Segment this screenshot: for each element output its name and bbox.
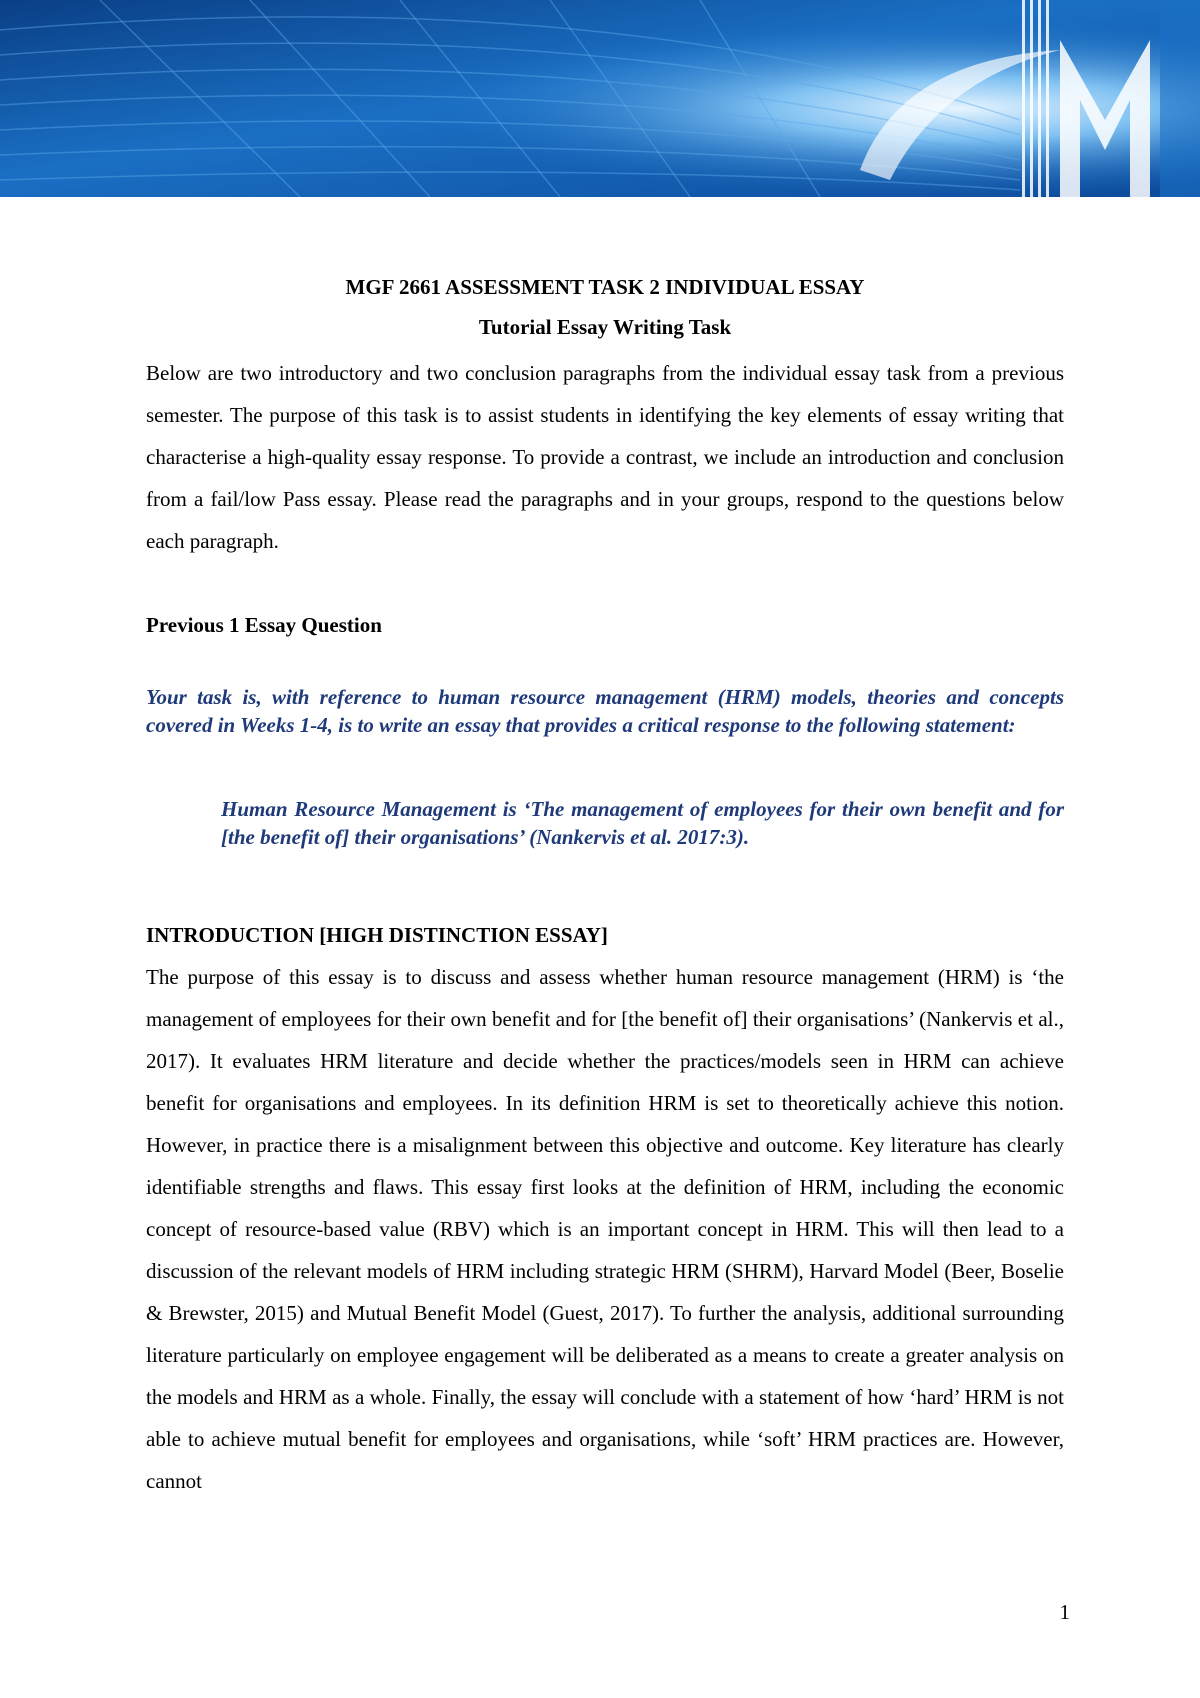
intro-paragraph: Below are two introductory and two conclusion paragraphs from the individual essay task from a previous semester. The purpose of this task is to assist students in identifying the key elements of essay writing that characterise a high-quality essay response. To provide a contrast, we include an introduction and conclusion from a fail/low Pass essay. Please read the paragraphs and in your groups, respond to the questions below each paragraph. — [146, 361, 1064, 553]
header-banner — [0, 0, 1200, 197]
essay-question-quote: Human Resource Management is ‘The management of employees for their own benefit and for [the benefit of] their organisations’ (Nankervis et al. 2017:3). — [221, 797, 1064, 849]
page-number: 1 — [1059, 1600, 1070, 1624]
essay-question-text: Your task is, with reference to human resource management (HRM) models, theories and concepts covered in Weeks 1-4, is to write an essay that provides a critical response to the following statement: — [146, 685, 1064, 737]
introduction-paragraph: The purpose of this essay is to discuss and assess whether human resource management (HRM) is ‘the management of employees for their own benefit and for [the benefit of] their organisations’ (Nankervis et al., 2017). It evaluates HRM literature and decide whether the practices/models seen in HRM can achieve benefit for organisations and employees. In its definition HRM is set to theoretically achieve this notion. However, in practice there is a misalignment between this objective and outcome. Key literature has clearly identifiable strengths and flaws. This essay first looks at the definition of HRM, including the economic concept of resource-based value (RBV) which is an important concept in HRM. This will then lead to a discussion of the relevant models of HRM including strategic HRM (SHRM), Harvard Model (Beer, Boselie & Brewster, 2015) and Mutual Benefit Model (Guest, 2017). To further the analysis, additional surrounding literature particularly on employee engagement will be deliberated as a means to create a greater analysis on the models and HRM as a whole. Finally, the essay will conclude with a statement of how ‘hard’ HRM is not able to achieve mutual benefit for employees and organisations, while ‘soft’ HRM practices are. However, cannot — [146, 965, 1064, 1493]
document-title: MGF 2661 ASSESSMENT TASK 2 INDIVIDUAL ESSAY — [345, 275, 865, 299]
document-subtitle: Tutorial Essay Writing Task — [478, 315, 732, 339]
question-heading: Previous 1 Essay Question — [146, 613, 382, 637]
introduction-heading: INTRODUCTION [HIGH DISTINCTION ESSAY] — [146, 923, 608, 947]
